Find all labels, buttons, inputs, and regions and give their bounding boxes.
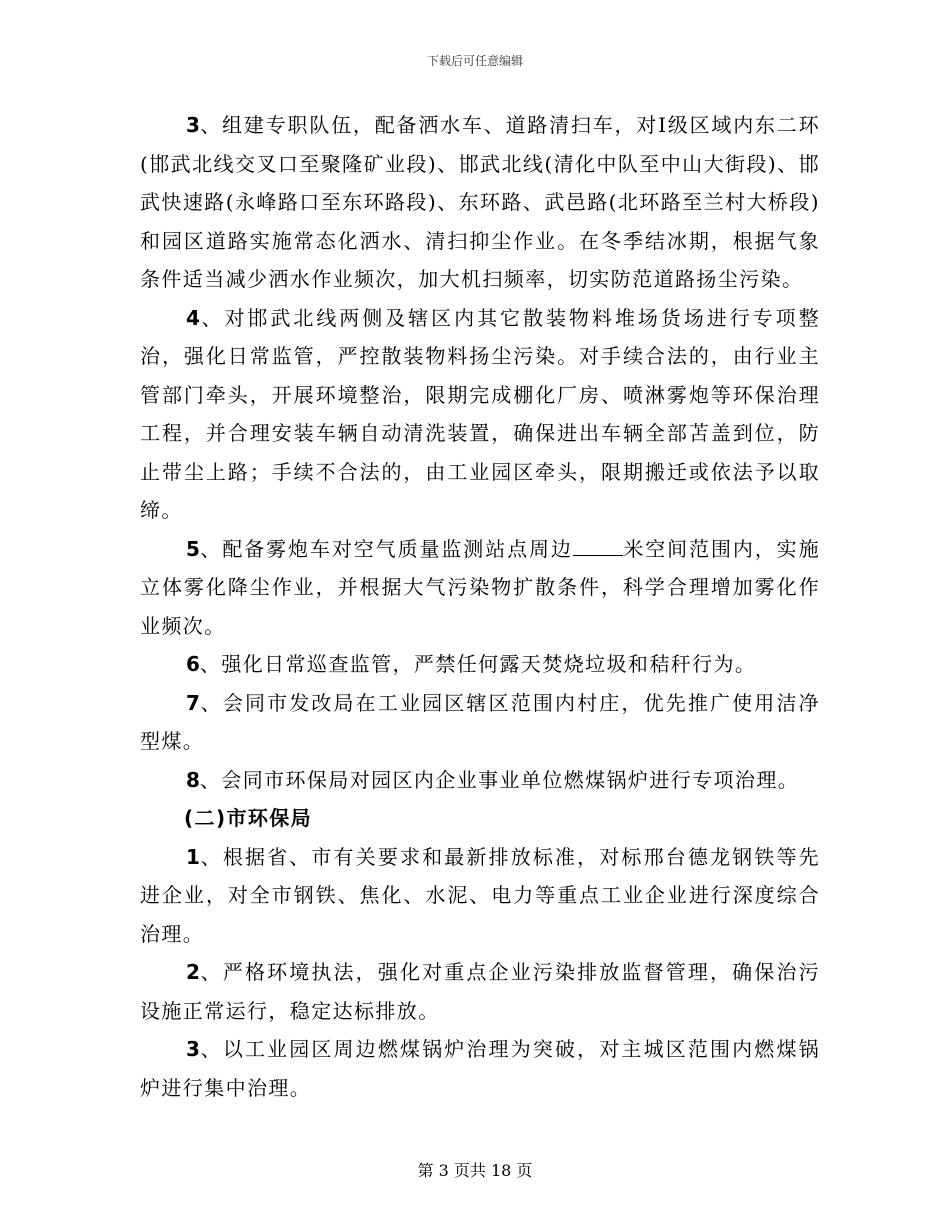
paragraph-text: 、会同市发改局在工业园区辖区范围内村庄，优先推广使用洁净型煤。 (140, 690, 820, 753)
section-item-1 (140, 838, 820, 954)
paragraph-7 (140, 684, 820, 761)
item-number: 2 (186, 960, 200, 984)
paragraph-text-after-blank: 米空间范围内，实施立体雾化降尘作业，并根据大气污染物扩散条件，科学合理增加雾化作业频次。 (140, 536, 820, 638)
paragraph-number: 8 (186, 767, 200, 792)
paragraph-3 (140, 106, 820, 299)
paragraph-text: 、强化日常巡查监管，严禁任何露天焚烧垃圾和秸秆行为。 (199, 652, 757, 676)
paragraph-6 (140, 645, 820, 684)
section-item-2 (140, 953, 820, 1030)
paragraph-text: 、会同市环保局对园区内企业事业单位燃煤锅炉进行专项治理。 (199, 767, 800, 792)
paragraph-number: 3 (186, 113, 200, 137)
section-heading: (二)市环保局 (184, 806, 313, 830)
paragraph-text: 、组建专职队伍，配备洒水车、道路清扫车，对Ⅰ级区域内东二环(邯武北线交叉口至聚隆矿业段)、邯武北线(清化中队至中山大街段)、邯武快速路(永峰路口至东环路段)、东环路、武邑路(北环路至兰村大桥段)和园区道路实施常态化洒水、清扫抑尘作业。在冬季结冰期，根据气象条件适当减少洒水作业频次，加大机扫频率，切实防范道路扬尘污染。 (140, 113, 820, 291)
item-number: 3 (186, 1037, 200, 1061)
paragraph-number: 4 (186, 305, 200, 330)
page-header: 下载后可任意编辑 (426, 54, 523, 68)
paragraph-5 (140, 530, 820, 646)
paragraph-text: 、对邯武北线两侧及辖区内其它散装物料堆场货场进行专项整治，强化日常监管，严控散装物料扬尘污染。对手续合法的，由行业主管部门牵头，开展环境整治，限期完成棚化厂房、喷淋雾炮等环保治理工程，并合理安装车辆自动清洗装置，确保进出车辆全部苫盖到位，防止带尘上路；手续不合法的，由工业园区牵头，限期搬迁或依法予以取缔。 (140, 305, 820, 522)
paragraph-8 (140, 761, 820, 800)
paragraph-number: 6 (186, 652, 200, 676)
paragraph-number: 7 (186, 690, 200, 715)
paragraph-4 (140, 299, 820, 530)
item-number: 1 (186, 844, 200, 869)
item-text: 、以工业园区周边燃煤锅炉治理为突破，对主城区范围内燃煤锅炉进行集中治理。 (140, 1037, 820, 1100)
fill-in-blank (573, 537, 623, 556)
paragraph-number: 5 (186, 536, 200, 561)
page-footer: 第 3 页共 18 页 (417, 1161, 533, 1180)
item-text: 、根据省、市有关要求和最新排放标准，对标邢台德龙钢铁等先进企业，对全市钢铁、焦化、水泥、电力等重点工业企业进行深度综合治理。 (140, 844, 820, 946)
section-item-3 (140, 1030, 820, 1107)
document-body (140, 106, 820, 1107)
paragraph-text-before-blank: 、配备雾炮车对空气质量监测站点周边 (199, 536, 573, 561)
item-text: 、严格环境执法，强化对重点企业污染排放监督管理，确保治污设施正常运行，稳定达标排放。 (140, 960, 820, 1023)
